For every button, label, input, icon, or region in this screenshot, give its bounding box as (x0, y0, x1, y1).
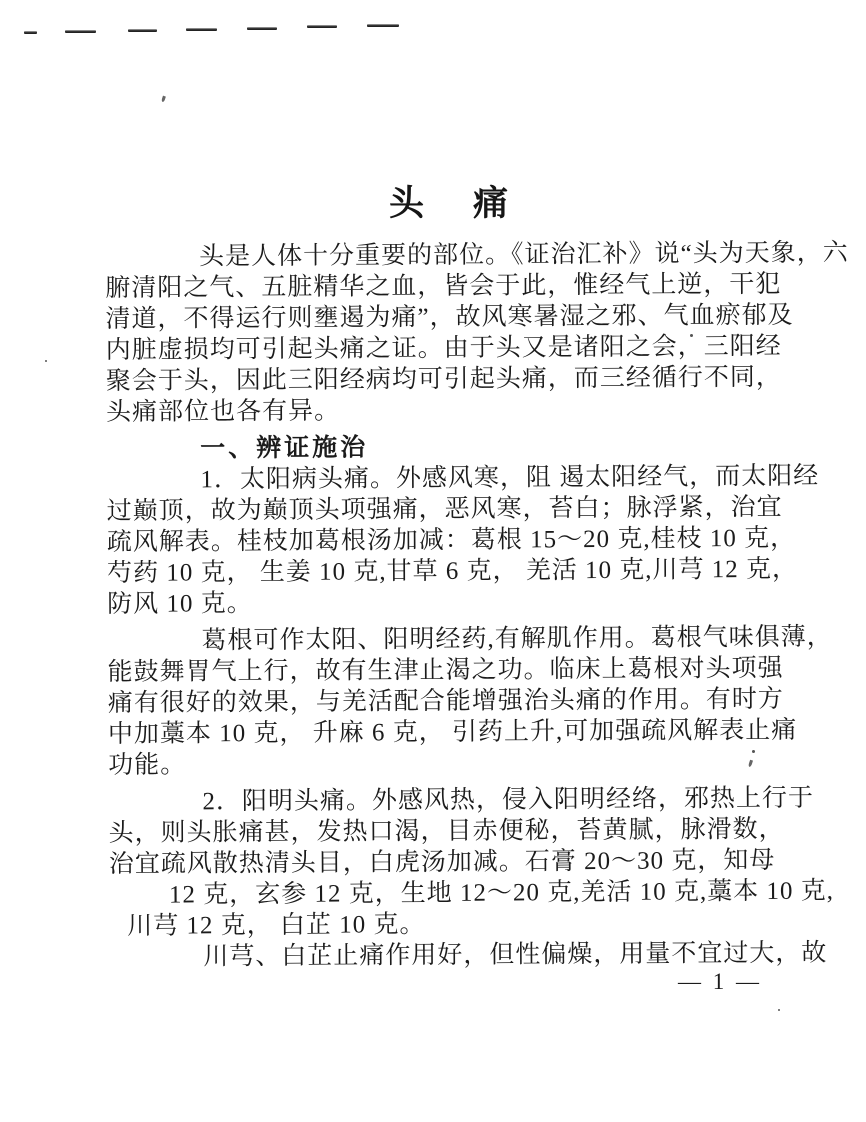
text-line: 葛根可作太阳、阳明经药,有解肌作用。葛根气味俱薄， (201, 623, 833, 655)
text-line: 芍药 10 克， 生姜 10 克,甘草 6 克， 羌活 10 克,川芎 12 克， (106, 555, 799, 587)
text-line: 内脏虚损均可引起头痛之证。由于头又是诸阳之会，三阳经 (105, 332, 782, 364)
text-line: 12 克，玄参 12 克，生地 12～20 克,羌活 10 克,藁本 10 克, (168, 877, 835, 909)
scan-dash (24, 31, 37, 34)
page-title (103, 176, 795, 226)
text-line: 过巅顶，故为巅顶头项强痛，恶风寒，苔白；脉浮紧，治宜 (106, 493, 783, 525)
text-line: 防风 10 克。 (107, 590, 253, 618)
text-line: 痛有很好的效果，与羌活配合能增强治头痛的作用。有时方 (107, 685, 784, 717)
scan-dash (367, 24, 399, 27)
scan-dash (128, 29, 157, 32)
text-line: 头，则头胀痛甚，发热口渴，目赤便秘，苔黄腻，脉滑数， (108, 815, 785, 847)
text-line: 清道，不得运行则壅遏为痛”，故风寒暑湿之邪、气血瘀郁及 (105, 301, 794, 333)
text-line: 中加藁本 10 克， 升麻 6 克， 引药上升,可加强疏风解表止痛 (107, 716, 798, 748)
text-line: 川芎 12 克， 白芷 10 克。 (127, 911, 426, 940)
text-line: 2．阳明头痛。外感风热，侵入阳明经络，邪热上行于 (202, 784, 815, 816)
text-line: 能鼓舞胃气上行，故有生津止渴之功。临床上葛根对头项强 (107, 654, 784, 686)
section-heading: 一、辨证施治 (200, 434, 369, 463)
page-number: — 1 — (678, 969, 762, 994)
text-line: 腑清阳之气、五脏精华之血，皆会于此，惟经气上逆，干犯 (105, 270, 782, 302)
text-line: 聚会于头，因此三阳经病均可引起头痛，而三经循行不同， (105, 363, 782, 395)
title-char: 头 (388, 184, 425, 223)
scan-dash (65, 30, 96, 33)
text-line: 治宜疏风散热清头目，白虎汤加减。石膏 20～30 克，知母 (108, 846, 776, 878)
scan-dash (247, 27, 277, 30)
scan-dash (186, 28, 217, 31)
body-text (105, 238, 849, 973)
text-line: 川芎、白芷止痛作用好，但性偏燥，用量不宜过大，故 (203, 939, 828, 971)
scan-speck (161, 96, 166, 103)
text-line: 功能。 (108, 751, 187, 779)
text-line: 头痛部位也各有异。 (105, 397, 341, 426)
scan-speck (778, 1009, 780, 1011)
text-line: 疏风解表。桂枝加葛根汤加减：葛根 15～20 克,桂枝 10 克， (106, 524, 797, 556)
text-line: 头是人体十分重要的部位。《证治汇补》说“头为天象，六 (199, 239, 849, 271)
title-char: 痛 (473, 184, 510, 223)
scan-dash (307, 25, 337, 28)
scan-speck (45, 360, 47, 362)
text-line: 1．太阳病头痛。外感风寒，阻 遏太阳经气，而太阳经 (200, 462, 820, 494)
